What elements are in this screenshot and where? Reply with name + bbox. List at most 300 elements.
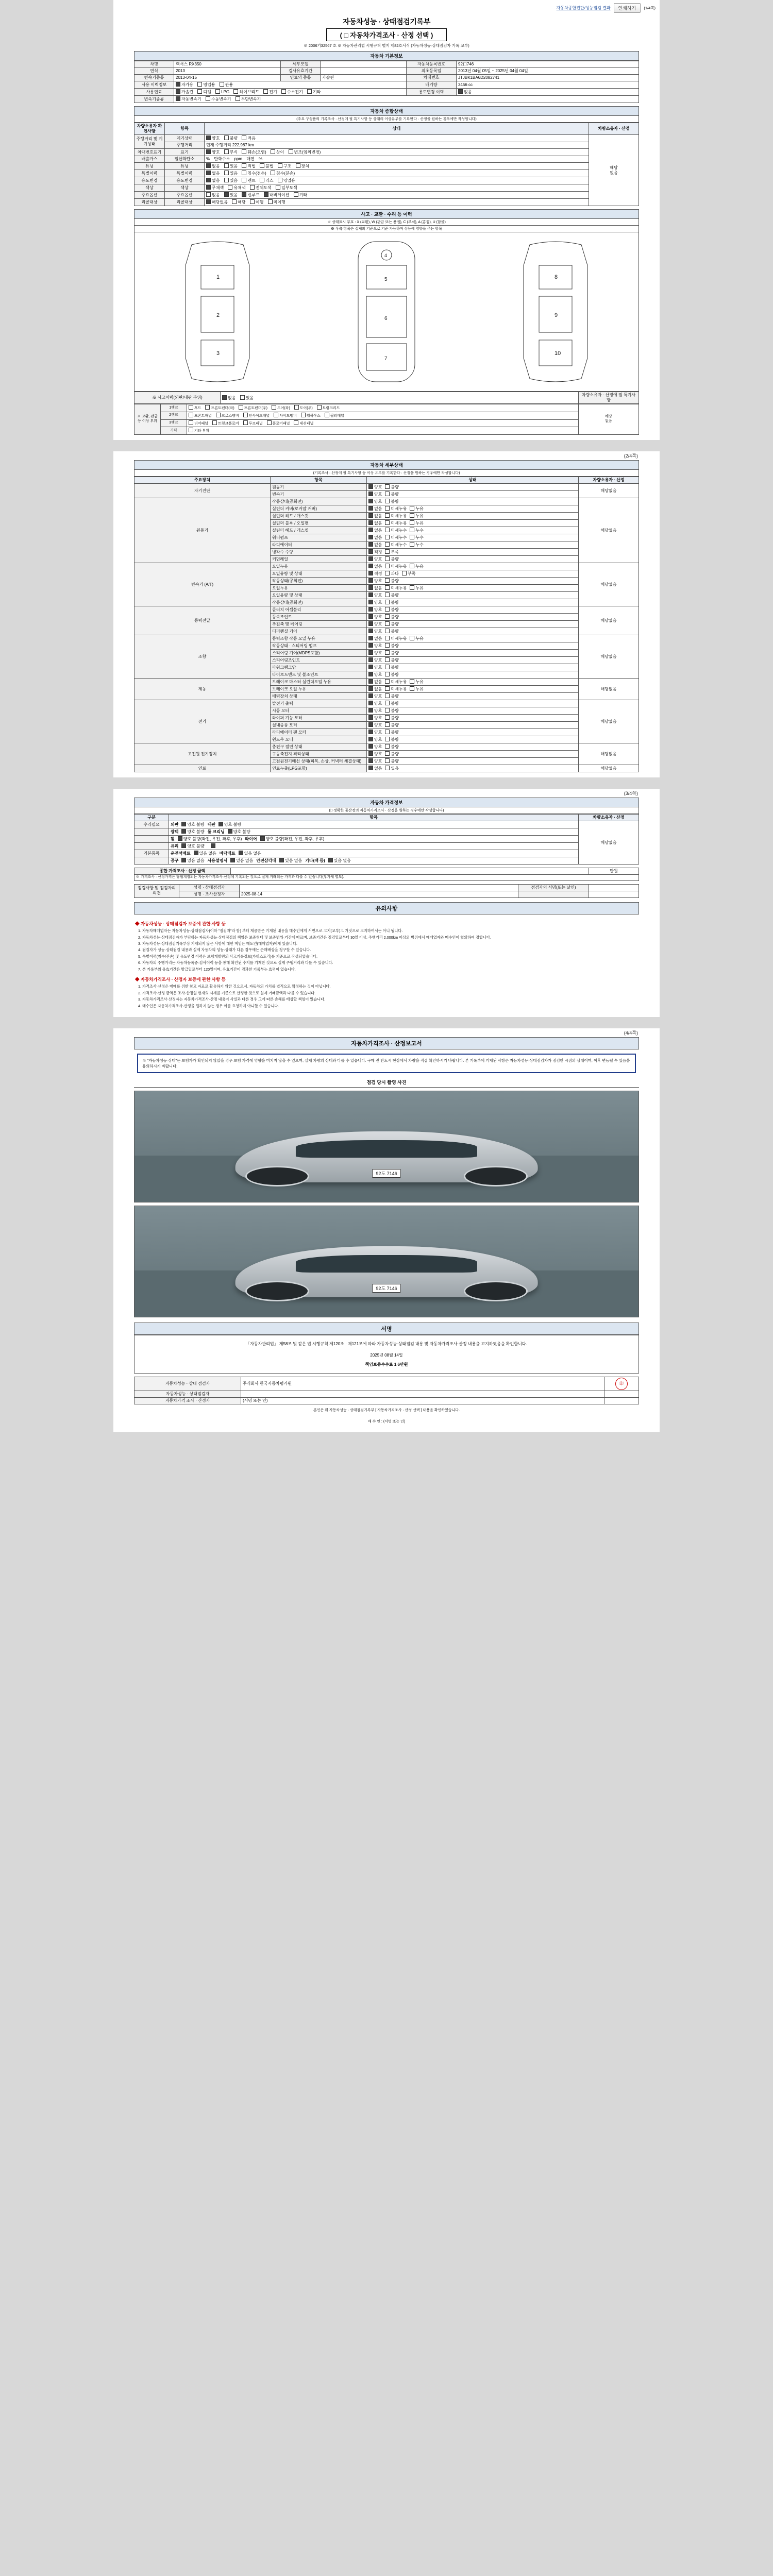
checkbox-meter-bad[interactable] [224,135,229,140]
checkbox-hood[interactable] [189,405,193,410]
detail-state-options[interactable] [367,635,579,642]
checkbox-detail-4-3-0[interactable] [368,657,373,662]
price-item-value-4-1: 있음 없음 [199,851,216,856]
value-displacement: 3456 cc [457,81,639,89]
label-detail-5-0-1: 미세누유 [391,680,407,684]
label-meter-good: 양호 [212,136,220,141]
checkbox-recall-na[interactable] [206,199,211,204]
detail-item: 배력장치 상태 [271,693,367,700]
checkbox-detail-4-3-1[interactable] [385,657,390,662]
checkbox-detail-3-3-1[interactable] [385,629,390,633]
row-color-opts[interactable] [205,184,589,192]
row-label-vin-mark: 차대번호표기 [135,149,165,156]
checkbox-detail-1-1-0[interactable] [368,506,373,511]
checkbox-tuning-device[interactable] [296,163,300,168]
label-detail-6-3-0: 양호 [374,723,382,727]
checkbox-recall-done[interactable] [250,199,255,204]
detail-state-options[interactable] [367,513,579,520]
detail-state-options[interactable] [367,606,579,614]
checkbox-usage-change-none[interactable] [458,89,463,94]
row-vin-opts[interactable] [205,149,589,156]
checkbox-detail-7-2-1[interactable] [385,758,390,763]
checkbox-price-4-1[interactable] [194,851,198,855]
checkbox-detail-1-2-1[interactable] [385,513,390,518]
checkbox-detail-4-4-0[interactable] [368,665,373,669]
checkbox-fuel-gasoline[interactable] [176,89,180,94]
detail-state-options[interactable] [367,556,579,563]
checkbox-price-3-1[interactable] [181,843,186,848]
checkbox-detail-1-2-0[interactable] [368,513,373,518]
checkbox-inside-panel[interactable] [243,413,248,417]
accident-history-opts[interactable] [221,392,579,404]
checkbox-front-fender-l[interactable] [205,405,210,410]
checkbox-vin-rust[interactable] [224,149,229,154]
col-state: 상태 [205,123,589,135]
detail-state-options[interactable] [367,541,579,549]
confirm-text: 본인은 위 자동차성능 · 상태점검기록부 [ 자동차가격조사 · 산정 선택 ] 내용을 확인하였습니다. [313,1409,460,1413]
detail-item: 실린더 헤드 / 개스킷 [271,527,367,534]
checkbox-detail-2-4-1[interactable] [385,592,390,597]
checkbox-tuning-none[interactable] [206,163,211,168]
photo-rear-wheel-left [245,1281,309,1301]
usage-change-options[interactable] [457,89,639,96]
label-detail-6-0-0: 양호 [374,701,382,706]
checkbox-detail-6-5-1[interactable] [385,737,390,741]
checkbox-price-5-5[interactable] [279,858,284,862]
checkbox-lease[interactable] [260,178,264,182]
row-label-tuning: 튜닝 [135,163,165,170]
checkbox-usechange-yes[interactable] [224,178,229,182]
checkbox-etc-part[interactable] [189,428,193,432]
checkbox-trans-cvt[interactable] [236,96,240,101]
checkbox-detail-1-6-1[interactable] [385,542,390,547]
page-number-2: (2/4쪽) [624,453,638,459]
checkbox-flood-partial[interactable] [271,171,275,175]
checkbox-trans-manual[interactable] [206,96,210,101]
checkbox-detail-1-2-2[interactable] [410,513,414,518]
checkbox-fuel-hybrid[interactable] [233,89,238,94]
transmission-options[interactable] [174,96,639,103]
checkbox-detail-8-0-0[interactable] [368,766,373,770]
detail-state-options[interactable] [367,650,579,657]
checkbox-detail-6-0-0[interactable] [368,701,373,705]
checkbox-detail-6-5-0[interactable] [368,737,373,741]
checkbox-fuel-ev[interactable] [263,89,268,94]
checkbox-front-fender-r[interactable] [239,405,243,410]
checkbox-color-achromatic[interactable] [206,185,211,190]
checkbox-detail-4-4-1[interactable] [385,665,390,669]
label-vin-damage: 훼손(오염) [247,150,266,155]
checkbox-detail-2-5-1[interactable] [385,600,390,604]
detail-state-options[interactable] [367,534,579,541]
price-item-value-5-3: 있음 없음 [236,858,254,863]
detail-state-options[interactable] [367,679,579,686]
checkbox-detail-2-0-1[interactable] [385,564,390,568]
label-detail-1-1-1: 미세누유 [391,506,407,511]
value-trans-date: 2013-04-15 [174,75,281,81]
checkbox-flood-total[interactable] [242,171,246,175]
checkbox-detail-3-2-1[interactable] [385,621,390,626]
checkbox-detail-2-4-0[interactable] [368,592,373,597]
checkbox-option-none[interactable] [206,192,211,197]
checkbox-accident-yes[interactable] [240,395,245,400]
checkbox-detail-5-0-1[interactable] [385,679,390,684]
checkbox-detail-7-0-0[interactable] [368,744,373,749]
checkbox-detail-6-2-1[interactable] [385,715,390,720]
checkbox-detail-7-1-0[interactable] [368,751,373,756]
checkbox-fuel-lpg[interactable] [215,89,220,94]
checkbox-meter-good[interactable] [206,135,211,140]
checkbox-detail-6-4-1[interactable] [385,730,390,734]
checkbox-detail-1-4-0[interactable] [368,528,373,532]
checkbox-detail-7-2-0[interactable] [368,758,373,763]
checkbox-detail-3-3-0[interactable] [368,629,373,633]
price-items-3[interactable] [169,843,579,850]
rank-extra-items[interactable] [187,427,579,435]
checkbox-detail-2-5-0[interactable] [368,600,373,604]
checkbox-detail-2-2-1[interactable] [385,578,390,583]
label-usechange-none: 없음 [212,178,220,183]
checkbox-price-5-1[interactable] [181,858,186,862]
checkbox-detail-6-3-0[interactable] [368,722,373,727]
label-detail-3-1-0: 양호 [374,615,382,619]
checkbox-pillar-panel[interactable] [325,413,329,417]
checkbox-price-5-7[interactable] [328,858,333,862]
checkbox-roof-panel[interactable] [243,420,248,425]
label-detail-1-5-1: 미세누수 [391,535,407,540]
checkbox-fuel-hydrogen[interactable] [281,89,286,94]
checkbox-price-1-1[interactable] [181,829,186,834]
checkbox-detail-4-1-1[interactable] [385,643,390,648]
detail-state-options[interactable] [367,729,579,736]
rank-3-items[interactable] [187,419,579,427]
checkbox-tuning-yes[interactable] [224,163,229,168]
detail-state-options[interactable] [367,722,579,729]
checkbox-detail-4-5-1[interactable] [385,672,390,676]
checkbox-wheel-house[interactable] [301,413,306,417]
row-mileage-value: 현재 주행거리 222,987 km [205,142,589,149]
checkbox-detail-5-1-2[interactable] [410,686,414,691]
checkbox-dash-panel[interactable] [294,420,298,425]
checkbox-price-3-3[interactable] [211,843,215,848]
checkbox-tuning-structure[interactable] [278,163,282,168]
detail-state-options[interactable] [367,657,579,664]
checkbox-fuel-diesel[interactable] [197,89,202,94]
detail-state-options[interactable] [367,621,579,628]
checkbox-detail-2-2-0[interactable] [368,578,373,583]
label-trunk-lid: 트렁크리드 [322,406,340,410]
row-item-usechange: 용도변경 [165,177,205,184]
checkbox-price-0-3[interactable] [219,822,223,826]
table-row [135,743,639,751]
checkbox-detail-4-2-0[interactable] [368,650,373,655]
photo-front-plate: 92도 7146 [372,1169,400,1178]
checkbox-detail-1-5-1[interactable] [385,535,390,539]
value-year: 2013 [174,68,281,75]
checkbox-usage-gov[interactable] [220,82,224,87]
checkbox-detail-2-0-0[interactable] [368,564,373,568]
checkbox-detail-2-0-2[interactable] [410,564,414,568]
checkbox-trunk-lid[interactable] [317,405,322,410]
detail-state-options[interactable] [367,599,579,606]
checkbox-detail-4-5-0[interactable] [368,672,373,676]
checkbox-detail-7-1-1[interactable] [385,751,390,756]
row-tuning-opts[interactable] [205,163,589,170]
checkbox-full-paint[interactable] [250,185,255,190]
checkbox-detail-2-3-2[interactable] [410,585,414,590]
checkbox-detail-0-0-1[interactable] [385,484,390,489]
row-meter-opts[interactable] [205,135,589,142]
detail-state-options[interactable] [367,743,579,751]
checkbox-detail-3-0-1[interactable] [385,607,390,612]
checkbox-detail-3-0-0[interactable] [368,607,373,612]
checkbox-detail-8-0-1[interactable] [385,766,390,770]
checkbox-detail-4-0-0[interactable] [368,636,373,640]
detail-state-options[interactable] [367,491,579,498]
checkbox-usechange-none[interactable] [206,178,211,182]
detail-state-options[interactable] [367,693,579,700]
toolbar-link[interactable]: 자동차종합진단/성능점검 결과 [556,5,611,10]
detail-state-options[interactable] [367,686,579,693]
checkbox-price-5-3[interactable] [230,858,235,862]
label-pillar-panel: 필러패널 [330,414,344,418]
checkbox-rear-panel[interactable] [189,420,193,425]
checkbox-detail-2-1-0[interactable] [368,571,373,575]
detail-state-options[interactable] [367,578,579,585]
price-group-3 [135,843,169,850]
photo-front [135,1091,638,1202]
use-history-options[interactable] [174,81,407,89]
checkbox-detail-1-8-1[interactable] [385,556,390,561]
detail-state-options[interactable] [367,642,579,650]
price-items-5[interactable] [169,857,579,865]
label-fuel-ev: 전기 [269,90,277,94]
detail-state-options[interactable] [367,570,579,578]
checkbox-detail-1-5-0[interactable] [368,535,373,539]
checkbox-price-1-3[interactable] [228,829,232,834]
checkbox-detail-5-2-1[interactable] [385,693,390,698]
checkbox-detail-1-3-2[interactable] [410,520,414,525]
photo-rear-window [296,1255,477,1273]
detail-state-options[interactable] [367,664,579,671]
detail-state-options[interactable] [367,758,579,765]
checkbox-fuel-etc[interactable] [307,89,312,94]
row-recall-opts[interactable] [205,199,589,206]
checkbox-detail-1-8-0[interactable] [368,556,373,561]
detail-state-options[interactable] [367,715,579,722]
checkbox-special-none[interactable] [206,171,211,175]
detail-state-options[interactable] [367,498,579,505]
label-usage-change: 용도변경 이력 [407,89,457,96]
row-label-usechange: 용도변경 [135,177,165,184]
rank-1-items[interactable] [187,404,579,412]
row-label-mileage: 주행거리 및 계기상태 [135,135,165,149]
checkbox-vin-altered[interactable] [289,149,293,154]
checkbox-color-chromatic[interactable] [228,185,232,190]
checkbox-detail-6-3-1[interactable] [385,722,390,727]
notice-list-0 [142,928,638,972]
detail-group-8: 연료 [135,765,271,772]
price-items-2[interactable] [169,836,579,843]
checkbox-trunk-floor[interactable] [212,420,217,425]
rank-2-items[interactable] [187,412,579,419]
detail-state-options[interactable] [367,563,579,570]
checkbox-detail-0-1-0[interactable] [368,492,373,496]
label-detail-6-3-1: 불량 [391,723,399,727]
checkbox-detail-1-6-2[interactable] [410,542,414,547]
price-items-0[interactable] [169,821,579,828]
checkbox-detail-1-0-0[interactable] [368,499,373,503]
value-appraiser-sign [589,891,639,897]
detail-state-options[interactable] [367,505,579,513]
detail-item: 실린더 커버(로커암 커버) [271,505,367,513]
checkbox-detail-4-1-0[interactable] [368,643,373,648]
detail-item: 워터펌프 [271,534,367,541]
detail-state-options[interactable] [367,484,579,491]
checkbox-detail-1-7-0[interactable] [368,549,373,554]
checkbox-detail-1-3-0[interactable] [368,520,373,525]
detail-item: 윈도우 모터 [271,736,367,743]
table-row [135,857,639,865]
checkbox-door-r[interactable] [294,405,299,410]
checkbox-price-2-3[interactable] [260,836,265,841]
checkbox-detail-3-2-0[interactable] [368,621,373,626]
detail-state-options[interactable] [367,751,579,758]
detail-state-options[interactable] [367,592,579,599]
checkbox-detail-1-4-1[interactable] [385,528,390,532]
detail-state-options[interactable] [367,736,579,743]
label-detail-1-8-1: 불량 [391,557,399,562]
label-hc: 탄화수소 [214,157,230,161]
checkbox-recall-yes[interactable] [232,199,237,204]
sign-value-1 [241,1391,604,1398]
detail-state-options[interactable] [367,707,579,715]
price-info-table [134,814,639,865]
checkbox-detail-5-1-1[interactable] [385,686,390,691]
checkbox-detail-3-1-1[interactable] [385,614,390,619]
checkbox-price-0-1[interactable] [181,822,186,826]
detail-state-options[interactable] [367,520,579,527]
checkbox-detail-1-7-1[interactable] [385,549,390,554]
checkbox-detail-4-0-2[interactable] [410,636,414,640]
detail-state-options[interactable] [367,671,579,679]
print-button[interactable]: 인쇄하기 [614,3,641,13]
label-vin-diff: 상이 [276,150,284,155]
checkbox-detail-6-0-1[interactable] [385,701,390,705]
price-item-label-5-4: 안전삼각대 [256,858,277,863]
checkbox-cross-member[interactable] [216,413,221,417]
price-group-4: 기본품목 [135,850,169,857]
checkbox-commercial[interactable] [278,178,282,182]
checkbox-detail-5-0-2[interactable] [410,679,414,684]
checkbox-accident-none[interactable] [222,395,227,400]
checkbox-detail-1-3-1[interactable] [385,520,390,525]
checkbox-usage-private[interactable] [176,82,180,87]
checkbox-front-panel[interactable] [189,413,193,417]
detail-item: 작동상태 · 스티어링 펌프 [271,642,367,650]
checkbox-side-member[interactable] [274,413,278,417]
checkbox-detail-2-3-0[interactable] [368,585,373,590]
checkbox-vin-good[interactable] [206,149,211,154]
checkbox-detail-6-2-0[interactable] [368,715,373,720]
price-items-1[interactable] [169,828,579,836]
checkbox-option-yes[interactable] [224,192,229,197]
checkbox-detail-1-1-1[interactable] [385,506,390,511]
checkbox-detail-1-1-2[interactable] [410,506,414,511]
checkbox-detail-1-6-0[interactable] [368,542,373,547]
checkbox-detail-5-2-0[interactable] [368,693,373,698]
checkbox-detail-4-2-1[interactable] [385,650,390,655]
label-detail-3-3-0: 양호 [374,629,382,634]
checkbox-detail-1-4-2[interactable] [410,528,414,532]
checkbox-detail-1-0-1[interactable] [385,499,390,503]
checkbox-usage-business[interactable] [197,82,202,87]
checkbox-detail-2-1-1[interactable] [385,571,390,575]
checkbox-price-4-3[interactable] [239,851,243,855]
detail-group-5: 제동 [135,679,271,700]
detail-state-options[interactable] [367,700,579,707]
checkbox-detail-6-1-1[interactable] [385,708,390,713]
price-item-label-1-0: 광택 [171,829,179,834]
checkbox-recall-notdone[interactable] [268,199,273,204]
checkbox-door-l[interactable] [272,405,276,410]
checkbox-detail-5-1-0[interactable] [368,686,373,691]
checkbox-vin-damage[interactable] [242,149,246,154]
checkbox-detail-2-1-2[interactable] [402,571,407,575]
checkbox-price-2-1[interactable] [178,836,182,841]
checkbox-detail-1-5-2[interactable] [410,535,414,539]
checkbox-detail-3-1-0[interactable] [368,614,373,619]
checkbox-special-yes[interactable] [224,171,229,175]
checkbox-meter-low[interactable] [242,135,246,140]
detail-state-options[interactable] [367,614,579,621]
label-fuel-etc: 기타 [313,90,321,94]
row-special-opts[interactable] [205,170,589,177]
svg-text:9: 9 [554,312,558,318]
detail-state-options[interactable] [367,628,579,635]
label-detail-2-5-1: 불량 [391,600,399,605]
price-items-4[interactable] [169,850,579,857]
checkbox-detail-2-3-1[interactable] [385,585,390,590]
checkbox-vin-diff[interactable] [271,149,275,154]
accident-note-2: ※ 우측 항목은 실제의 기준으로 기준 가능하며 성능에 영향을 주는 항목 [134,226,639,232]
checkbox-detail-0-0-0[interactable] [368,484,373,489]
checkbox-detail-4-0-1[interactable] [385,636,390,640]
checkbox-navigation[interactable] [264,192,268,197]
checkbox-detail-6-4-0[interactable] [368,730,373,734]
detail-state-options[interactable] [367,527,579,534]
checkbox-rent[interactable] [242,178,246,182]
row-options-opts[interactable] [205,192,589,199]
label-roof-panel: 루프패널 [248,421,263,426]
checkbox-option-etc[interactable] [294,192,298,197]
checkbox-sunroof[interactable] [242,192,246,197]
fuel-options[interactable] [174,89,407,96]
detail-state-options[interactable] [367,549,579,556]
checkbox-trans-auto[interactable] [176,96,180,101]
checkbox-detail-7-0-1[interactable] [385,744,390,749]
detail-state-options[interactable] [367,585,579,592]
checkbox-partial-paint[interactable] [276,185,280,190]
detail-state-options[interactable] [367,765,579,772]
checkbox-detail-6-1-0[interactable] [368,708,373,713]
checkbox-tuning-illegal[interactable] [260,163,264,168]
checkbox-floor-panel[interactable] [267,420,272,425]
checkbox-tuning-legal[interactable] [242,163,246,168]
row-usechange-opts[interactable] [205,177,589,184]
checkbox-detail-0-1-1[interactable] [385,492,390,496]
checkbox-detail-5-0-0[interactable] [368,679,373,684]
